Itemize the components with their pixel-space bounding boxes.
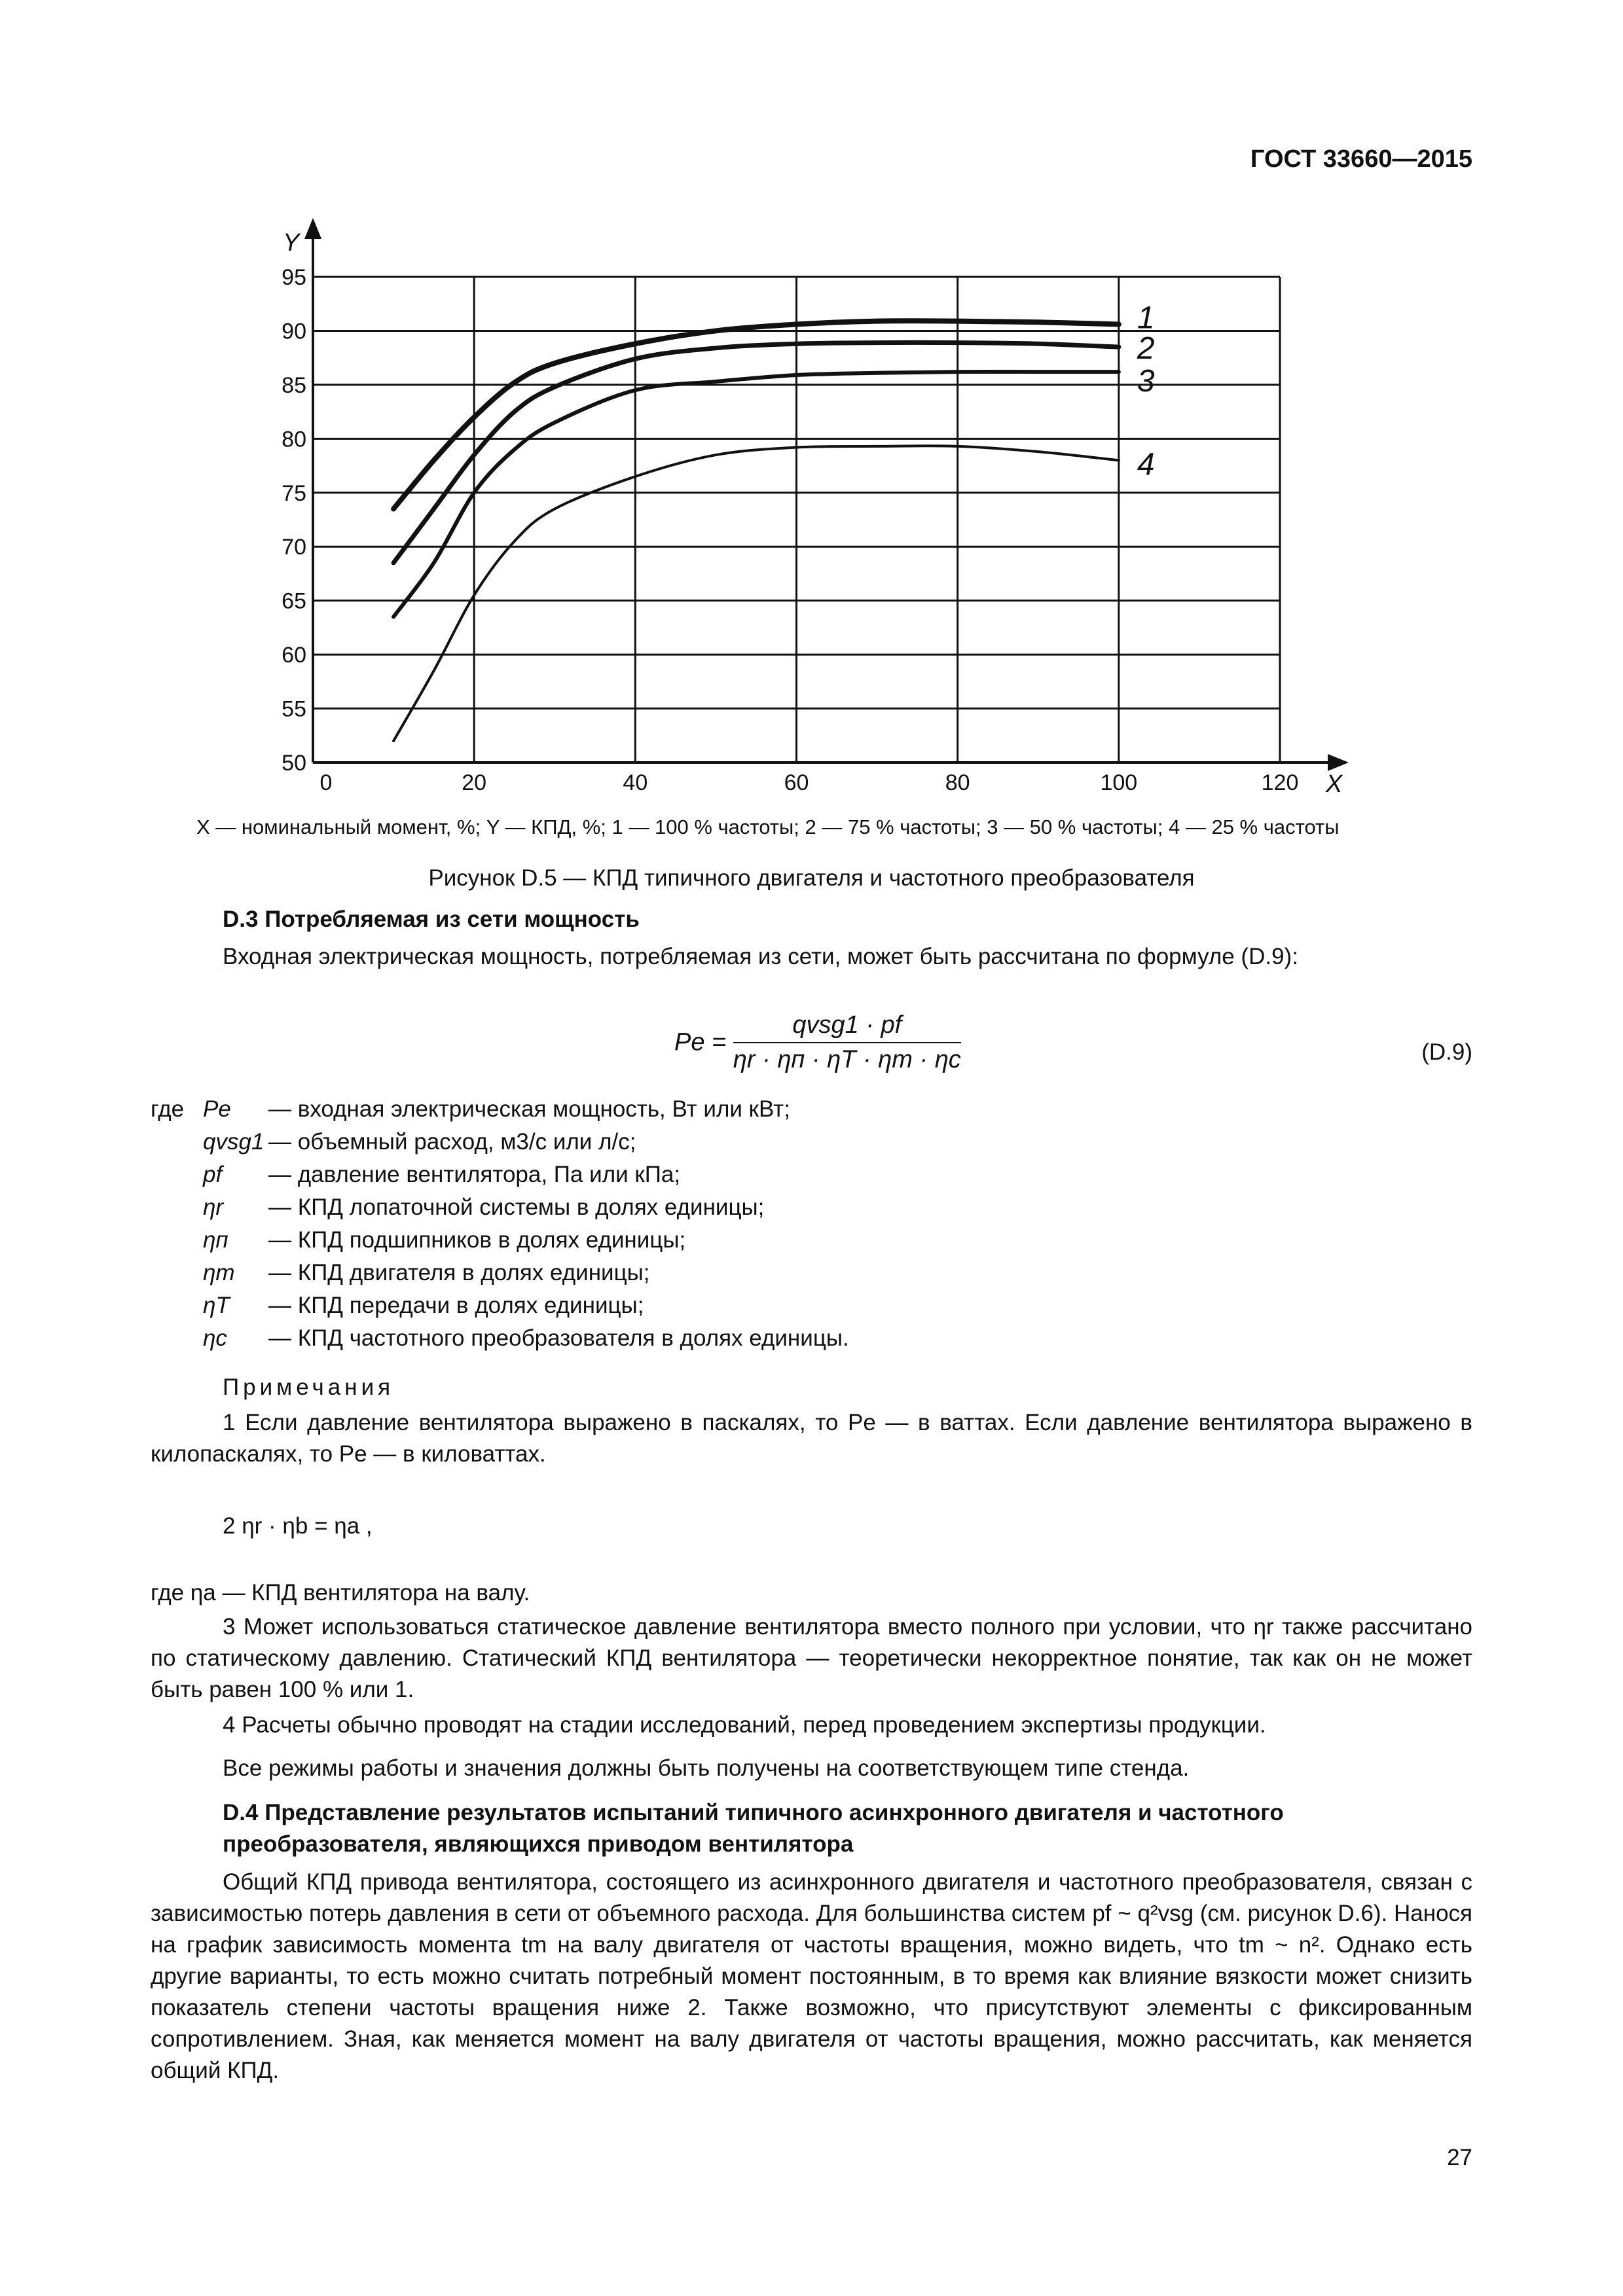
chart-axes — [283, 218, 1349, 798]
y-tick-label: 75 — [282, 480, 306, 506]
note-3: 3 Может использоваться статическое давление вентилятора вместо полного при условии, что ηr также рассчитано по статическому давлению. Статический КПД вентилятора — теоретически некорректное понятие, так как он не может быть равен 100 % или 1. — [151, 1614, 1472, 1702]
y-tick-label: 80 — [282, 427, 306, 452]
formula-lhs: Pe = — [674, 1028, 727, 1056]
section-d3-intro: Входная электрическая мощность, потребляемая из сети, может быть рассчитана по формуле (D.9): — [223, 944, 1298, 969]
definition-text: — КПД лопаточной системы в долях единицы; — [268, 1194, 765, 1220]
note-2: 2 ηr · ηb = ηa , — [223, 1513, 373, 1539]
formula-number: (D.9) — [1421, 1039, 1472, 1065]
series-label-1: 1 — [1137, 300, 1155, 336]
efficiency-chart — [0, 0, 1623, 812]
y-tick-label: 55 — [282, 696, 306, 722]
series-line-3 — [393, 372, 1119, 617]
y-tick-label: 90 — [282, 319, 306, 344]
figure-legend: X — номинальный момент, %; Y — КПД, %; 1 — 100 % частоты; 2 — 75 % частоты; 3 — 50 % частоты; 4 — 25 % частоты — [196, 816, 1340, 838]
definition-text: — КПД частотного преобразователя в долях единицы. — [268, 1325, 849, 1351]
definition-text: — входная электрическая мощность, Вт или кВт; — [268, 1096, 790, 1122]
y-tick-label: 95 — [282, 265, 306, 290]
y-tick-label: 60 — [282, 643, 306, 668]
x-tick-label: 0 — [319, 770, 333, 795]
definition-symbol: ηr — [203, 1194, 224, 1220]
x-tick-label: 120 — [1261, 770, 1299, 795]
series-line-1 — [393, 321, 1119, 509]
definition-symbol: ηT — [203, 1293, 230, 1318]
section-d4-title-line2: преобразователя, являющихся приводом вентилятора — [223, 1831, 854, 1857]
y-tick-label: 65 — [282, 588, 306, 614]
formula-numerator: qvsg1 · pf — [733, 1011, 961, 1043]
definition-symbol: qvsg1 — [203, 1129, 264, 1155]
where-label: где — [151, 1096, 185, 1122]
document-code: ГОСТ 33660—2015 — [1250, 145, 1472, 173]
section-d3-title: D.3 Потребляемая из сети мощность — [223, 906, 640, 932]
note-1: 1 Если давление вентилятора выражено в паскалях, то Pe — в ваттах. Если давление вентилятора выражено в килопаскалях, то Pe — в киловаттах. — [151, 1410, 1472, 1467]
y-axis-label: Y — [283, 229, 300, 257]
y-tick-label: 85 — [282, 372, 306, 398]
definition-text: — КПД двигателя в долях единицы; — [268, 1260, 650, 1285]
series-label-2: 2 — [1137, 331, 1155, 367]
note-4: 4 Расчеты обычно проводят на стадии исследований, перед проведением экспертизы продукции. — [223, 1712, 1266, 1738]
x-tick-label: 60 — [784, 770, 809, 795]
formula-fraction — [733, 1011, 961, 1074]
figure-caption: Рисунок D.5 — КПД типичного двигателя и частотного преобразователя — [428, 865, 1195, 891]
y-tick-label: 50 — [282, 751, 306, 776]
definition-symbol: ηm — [203, 1260, 235, 1285]
definition-text: — КПД передачи в долях единицы; — [268, 1293, 644, 1318]
series-label-4: 4 — [1137, 447, 1155, 482]
definition-text: — объемный расход, м3/с или л/с; — [268, 1129, 636, 1155]
y-axis-arrow — [304, 218, 321, 239]
definition-text: — давление вентилятора, Па или кПа; — [268, 1162, 681, 1187]
series-label-3: 3 — [1137, 364, 1155, 399]
x-tick-label: 20 — [462, 770, 487, 795]
series-line-4 — [393, 446, 1119, 741]
x-tick-label: 100 — [1100, 770, 1138, 795]
chart-series-labels — [1137, 301, 1155, 482]
y-tick-label: 70 — [282, 535, 306, 560]
note-2-where: где ηa — КПД вентилятора на валу. — [151, 1580, 530, 1605]
formula-denominator: ηr · ηп · ηT · ηm · ηc — [733, 1046, 961, 1073]
notes-title: Примечания — [223, 1374, 395, 1400]
series-line-2 — [393, 342, 1119, 563]
definition-symbol: ηп — [203, 1227, 228, 1253]
x-axis-label: X — [1326, 770, 1343, 798]
page-number: 27 — [1447, 2145, 1472, 2170]
definition-symbol: pf — [203, 1162, 223, 1187]
x-axis-arrow — [1328, 754, 1349, 771]
x-tick-label: 40 — [623, 770, 648, 795]
formula-d9 — [674, 1011, 961, 1074]
definition-text: — КПД подшипников в долях единицы; — [268, 1227, 686, 1253]
section-d4-body: Общий КПД привода вентилятора, состоящего из асинхронного двигателя и частотного преобразователя, связан с зависимостью потерь давления в сети от объемного расхода. Для большинства систем pf ~ q²vsg (см. рисунок D.6). Нанося на график зависимость момента tm на валу двигателя от частоты вращения, можно видеть, что tm ~ n². Однако есть другие варианты, то есть можно считать потребный момент постоянным, в то время как влияние вязкости может снизить показатель степени частоты вращения ниже 2. Также возможно, что присутствуют элементы с фиксированным сопротивлением. Зная, как меняется момент на валу двигателя от частоты вращения, можно рассчитать, как меняется общий КПД. — [151, 1869, 1472, 2083]
definition-symbol: ηc — [203, 1325, 227, 1351]
definition-symbol: Pe — [203, 1096, 231, 1122]
closing-text: Все режимы работы и значения должны быть получены на соответствующем типе стенда. — [223, 1755, 1190, 1781]
x-tick-label: 80 — [945, 770, 970, 795]
section-d4-title-line1: D.4 Представление результатов испытаний типичного асинхронного двигателя и частотного — [223, 1800, 1284, 1825]
